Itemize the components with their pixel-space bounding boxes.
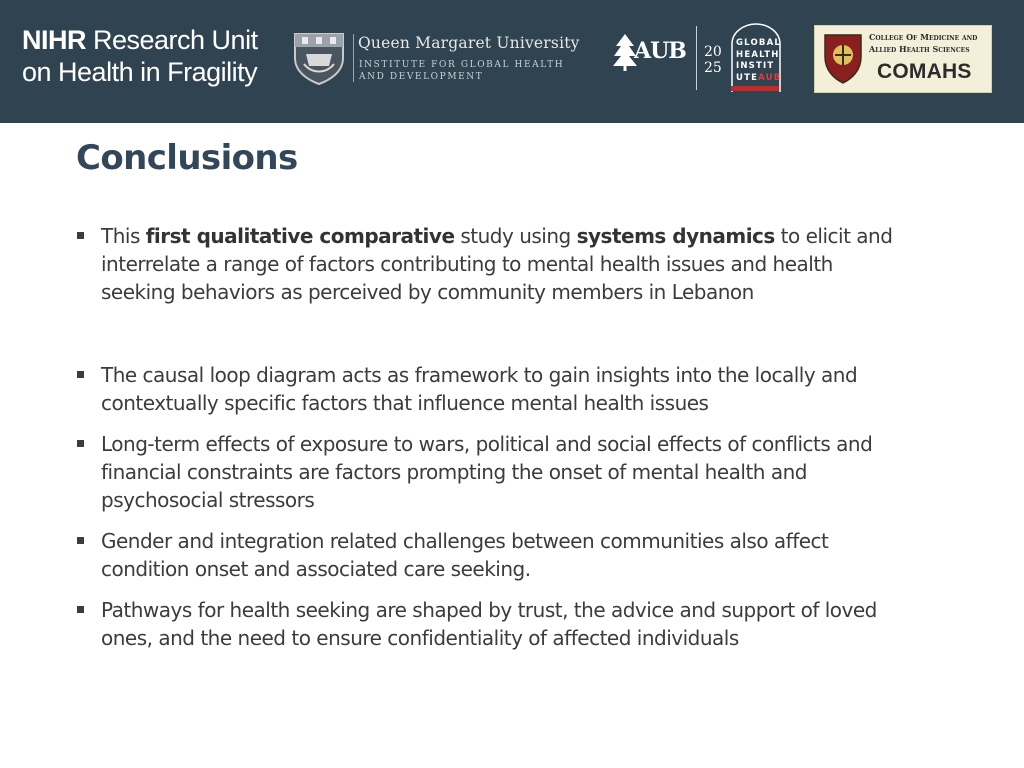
aub-years [704, 44, 722, 76]
bullet-square-icon [77, 606, 84, 613]
bullet-2-text: The causal loop diagram acts as framework to gain insights into the locally and contextually specific factors that influence mental health issues [101, 363, 858, 415]
comahs-line2: Allied Health Sciences [869, 44, 970, 54]
qmu-sub-line2: AND DEVELOPMENT [359, 72, 484, 82]
bullet-item-3 [76, 430, 906, 514]
aub-caption [618, 70, 693, 80]
year-top: 20 [704, 44, 722, 60]
ghi-name [736, 38, 781, 84]
ghi-line1: GLOBAL [736, 38, 781, 48]
qmu-institute [359, 59, 564, 83]
bullet-item-2 [76, 361, 906, 417]
qmu-logo [290, 28, 590, 88]
ghi-red-bar [731, 86, 779, 91]
bullet-square-icon [77, 440, 84, 447]
ghi-line3: INSTIT [736, 61, 775, 71]
bullet-square-icon [77, 537, 84, 544]
aub-divider [696, 26, 697, 90]
bullet-item-1 [76, 222, 906, 306]
qmu-name: Queen Margaret University [358, 34, 580, 52]
bullet-1-bold-a: first qualitative comparative [145, 224, 455, 248]
bullet-1-text-c: to elicit and interrelate a range of factors contributing to mental health issues and health seeking behaviors as perceived by community members in Lebanon [101, 224, 893, 304]
ghi-line2: HEALTH [736, 49, 780, 60]
conclusions-list [76, 222, 906, 652]
ghi-line4a: UTE [736, 72, 759, 83]
bullet-1-text-b: study using [454, 224, 577, 248]
nihr-unit-title [22, 24, 258, 88]
aub-logo [612, 22, 787, 97]
bullet-item-5 [76, 596, 906, 652]
bullet-square-icon [77, 371, 84, 378]
aub-name: AUB [634, 38, 686, 64]
qmu-divider [353, 34, 354, 82]
bullet-5-text: Pathways for health seeking are shaped by trust, the advice and support of loved ones, and the need to ensure confidentiality of affected individuals [101, 598, 877, 650]
unit-title-line2: on Health in Fragility [22, 57, 258, 87]
bullet-item-4 [76, 527, 906, 583]
ghi-line4b: AUB [758, 72, 782, 83]
year-bottom: 25 [704, 60, 722, 76]
bullet-4-text: Gender and integration related challenges between communities also affect condition onset and associated care seeking. [101, 529, 829, 581]
header-banner [0, 0, 1024, 123]
bullet-1-bold-b: systems dynamics [576, 224, 775, 248]
slide-title: Conclusions [76, 138, 298, 178]
bullet-square-icon [77, 232, 84, 239]
qmu-crest-icon [290, 28, 348, 86]
comahs-acronym: COMAHS [877, 60, 972, 83]
comahs-logo [814, 25, 992, 93]
nihr-label: NIHR [22, 25, 86, 55]
bullet-1-text-a: This [101, 224, 146, 248]
comahs-line1: College Of Medicine and [869, 32, 978, 42]
unit-title-line1: Research Unit [86, 25, 258, 55]
qmu-sub-line1: INSTITUTE FOR GLOBAL HEALTH [359, 60, 565, 70]
comahs-crest-icon [821, 31, 865, 87]
bullet-3-text: Long-term effects of exposure to wars, political and social effects of conflicts and financial constraints are factors prompting the onset of mental health and psychosocial stressors [101, 432, 873, 512]
